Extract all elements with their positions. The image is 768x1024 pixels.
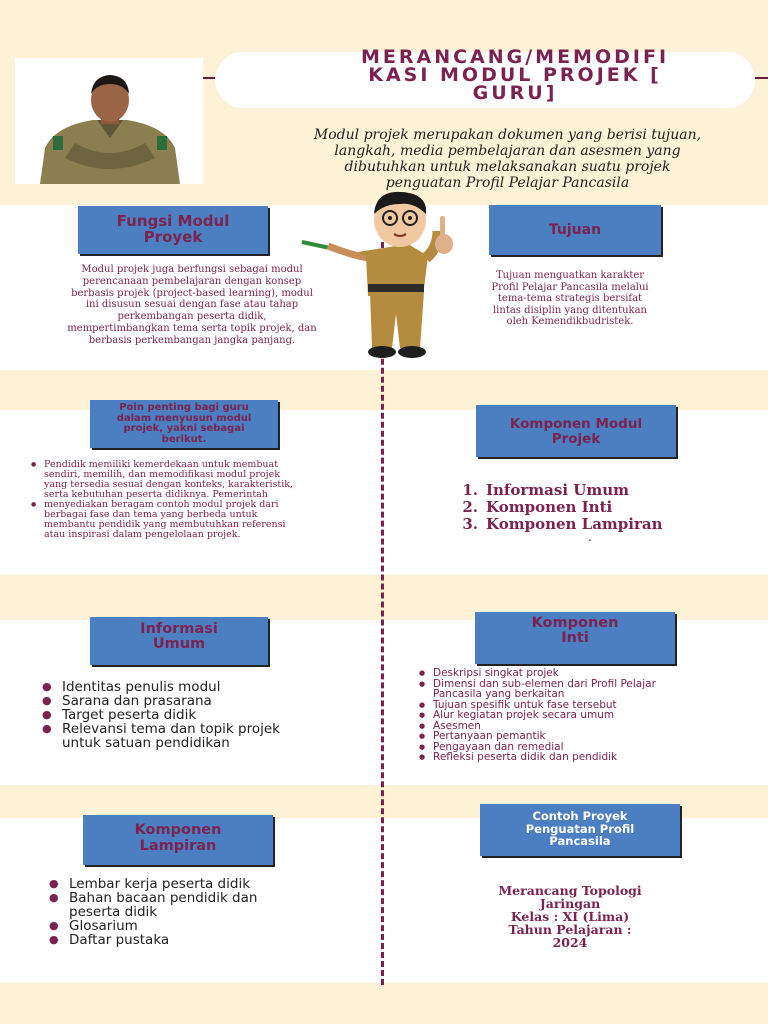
komponen-lampiran-list <box>47 877 367 947</box>
list-item: ● Asesmen <box>418 721 758 732</box>
poin-penting-heading: Poin penting bagi guru dalam menyusun modul projek, yakni sebagai berikut. <box>90 400 278 448</box>
list-item: 3. Komponen Lampiran <box>462 515 663 533</box>
list-item: ● Tujuan spesifik untuk fase tersebut <box>418 700 758 711</box>
komponen-inti-heading: Komponen Inti <box>475 612 675 664</box>
list-item: ● Pertanyaan pemantik <box>418 731 758 742</box>
list-item: ● menyediakan beragam contoh modul projek dari berbagai fase dan tema yang berbeda untuk membantu pendidik yang membutuhkan referensi atau inspirasi dalam pengelolaan projek. <box>30 500 370 540</box>
page-title: MERANCANG/MEMODIFI KASI MODUL PROJEK [ GURU] <box>360 46 670 104</box>
komponen-lampiran-heading: Komponen Lampiran <box>83 815 273 865</box>
list-item: ● Bahan bacaan pendidik dan peserta didik <box>47 891 367 919</box>
komponen-modul-list <box>448 482 748 533</box>
komponen-modul-heading: Komponen Modul Projek <box>476 405 676 457</box>
list-item: 2. Komponen Inti <box>462 498 613 516</box>
teacher-photo <box>15 58 203 184</box>
tujuan-text: Tujuan menguatkan karakter Profil Pelajar Pancasila melalui tema-tema strategis bersifat lintas disiplin yang ditentukan oleh Kemendikbudristek. <box>491 270 649 328</box>
poin-penting-list <box>30 460 370 540</box>
fungsi-modul-heading: Fungsi Modul Proyek <box>78 206 268 254</box>
komponen-inti-list <box>418 668 758 763</box>
informasi-umum-heading: Informasi Umum <box>90 617 268 665</box>
list-item: ● Relevansi tema dan topik projek untuk satuan pendidikan <box>40 722 380 750</box>
list-item: ● Deskripsi singkat projek <box>418 668 758 679</box>
list-item: ● Glosarium <box>47 919 367 933</box>
list-item: ● Identitas penulis modul <box>40 680 380 694</box>
contoh-proyek-heading: Contoh Proyek Penguatan Profil Pancasila <box>480 804 680 856</box>
tujuan-heading: Tujuan <box>489 205 661 255</box>
list-item: ● Alur kegiatan projek secara umum <box>418 710 758 721</box>
contoh-proyek-text: Merancang Topologi Jaringan Kelas : XI (Lima) Tahun Pelajaran : 2024 <box>498 883 642 950</box>
list-item: ● Refleksi peserta didik dan pendidik <box>418 752 758 763</box>
list-item: ● Daftar pustaka <box>47 933 367 947</box>
list-item: ● Pengayaan dan remedial <box>418 742 758 753</box>
intro-text: Modul projek merupakan dokumen yang berisi tujuan, langkah, media pembelajaran dan asesmen yang dibutuhkan untuk melaksanakan suatu projek penguatan Profil Pelajar Pancasila <box>313 127 702 191</box>
informasi-umum-list <box>40 680 380 750</box>
list-item: ● Sarana dan prasarana <box>40 694 380 708</box>
trailing-dot: . <box>588 530 592 544</box>
list-item: ● Dimensi dan sub-elemen dari Profil Pelajar Pancasila yang berkaitan <box>418 679 758 700</box>
list-item: ● Lembar kerja peserta didik <box>47 877 367 891</box>
list-item: ● Pendidik memiliki kemerdekaan untuk membuat sendiri, memilih, dan memodifikasi modul projek yang tersedia sesuai dengan konteks, karakteristik, serta kebutuhan peserta didiknya. Pemerintah <box>30 460 370 500</box>
list-item: 1. Informasi Umum <box>462 481 629 499</box>
fungsi-modul-text: Modul projek juga berfungsi sebagai modul perencanaan pembelajaran dengan konsep berbasis projek (project-based learning), modul ini disusun sesuai dengan fase atau tahap perkembangan peserta didik, mempertimbangkan tema serta topik projek, dan berbasis perkembangan jangka panjang. <box>67 264 317 346</box>
list-item: ● Target peserta didik <box>40 708 380 722</box>
